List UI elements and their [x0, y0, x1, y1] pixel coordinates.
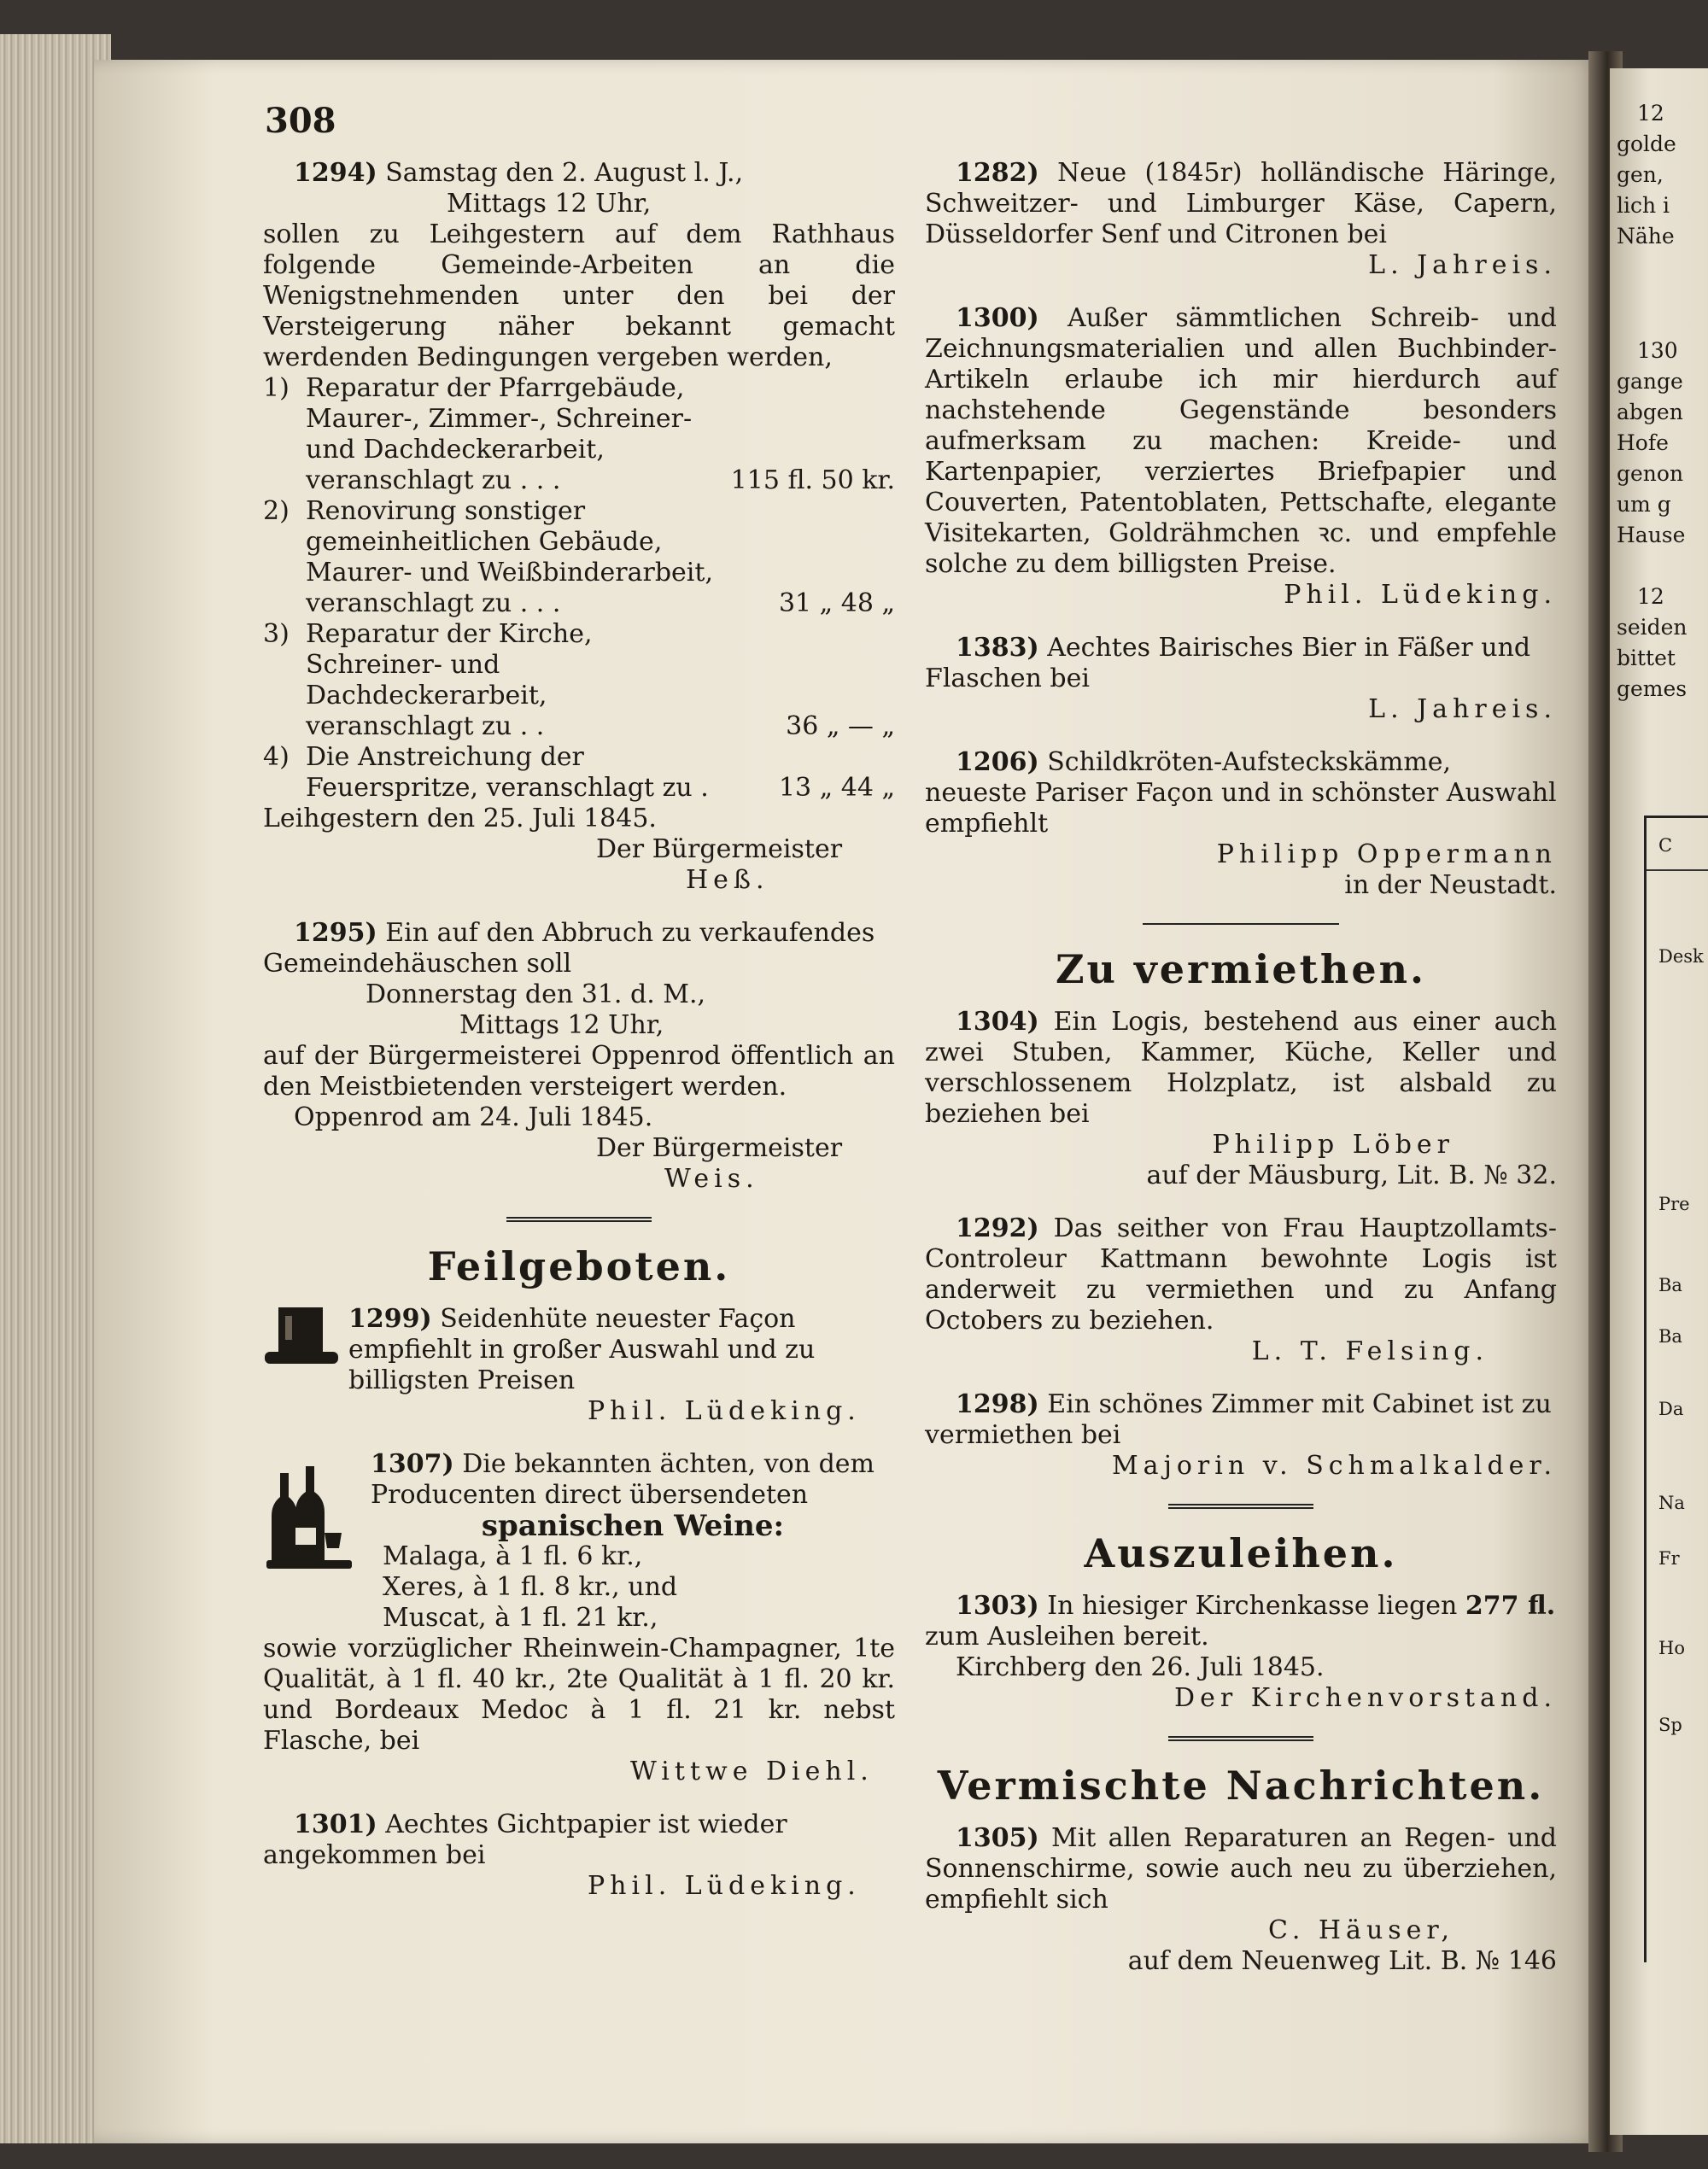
signature-name: L. T. Felsing.	[1251, 1336, 1489, 1366]
notice-number: 1301)	[294, 1809, 377, 1839]
item-amount: 31 „ 48 „	[778, 588, 895, 618]
signature-name: Der Kirchenvorstand.	[1174, 1683, 1557, 1713]
fragment-text: um g	[1617, 492, 1671, 517]
list-item: Malaga, à 1 fl. 6 kr.,	[383, 1541, 643, 1571]
signature-name: Phil. Lüdeking.	[588, 1871, 861, 1901]
notice-number: 1294)	[294, 158, 377, 188]
notice-text: sowie vorzüglicher Rheinwein-Champagner, 1te Qualität, à 1 fl. 40 kr., 2te Qualität à 1 fl. 20 kr. und Bordeaux Medoc à 1 fl. 21 kr. nebst Flasche, bei	[263, 1634, 895, 1756]
item-text: Reparatur der Kirche, Schreiner- und Dachdeckerarbeit, veranschlagt zu . .	[306, 619, 593, 741]
notice-body: sollen zu Leihgestern auf dem Rathhaus folgende Gemeinde-Arbeiten an die Wenigstnehmenden unter den bei der Versteigerung näher bekannt gemacht werdenden Bedingungen vergeben werden,	[263, 219, 895, 372]
fragment-text: Ho	[1658, 1638, 1685, 1658]
item-amount: 36 „ — „	[786, 711, 895, 741]
place-date: Leihgestern den 25. Juli 1845.	[263, 804, 657, 833]
fragment-text: seiden	[1617, 615, 1688, 640]
notice-number: 1282)	[956, 158, 1039, 188]
fragment-text: 12	[1637, 101, 1664, 126]
auction-date: Samstag den 2. August l. J.,	[385, 158, 744, 188]
item-number: 1)	[263, 373, 290, 403]
notice-1300	[925, 303, 1557, 611]
notice-text: Außer sämmtlichen Schreib- und Zeichnungsmaterialien und allen Buchbinder-Artikeln erlaube ich mir hierdurch auf nachstehende Gegenstände besonders aufmerksam zu machen: Kreide- und Kartenpapier, verziertes Briefpapier und Couverten, Patentoblaten, Pettschafte, elegante Visitekarten, Goldrähmchen ꝛc. und empfehle solche zu dem billigsten Preise.	[925, 303, 1557, 579]
notice-text: Neue (1845r) holländische Häringe, Schweitzer- und Limburger Käse, Capern, Düsseldorfer Senf und Citronen bei	[925, 158, 1557, 249]
auction-time: Mittags 12 Uhr,	[447, 189, 652, 219]
notice-1301	[263, 1809, 895, 1902]
notice-text: Seidenhüte neuester Façon empfiehlt in großer Auswahl und zu billigsten Preisen	[348, 1304, 816, 1395]
fragment-text: Pre	[1658, 1194, 1690, 1214]
section-heading-auszuleihen: Auszuleihen.	[1084, 1530, 1398, 1576]
notice-number: 1383)	[956, 633, 1039, 663]
notice-number: 1298)	[956, 1389, 1039, 1419]
signature-title: Der Bürgermeister	[596, 834, 843, 864]
section-divider	[1168, 1736, 1313, 1741]
signature-name: L. Jahreis.	[1368, 250, 1557, 280]
top-hat-icon	[263, 1304, 340, 1371]
notice-text: In hiesiger Kirchenkasse liegen	[1047, 1591, 1458, 1621]
list-item	[263, 373, 895, 496]
fragment-text: Ba	[1658, 1326, 1682, 1347]
notice-1307	[263, 1449, 895, 1787]
notice-number: 1295)	[294, 918, 377, 948]
right-column	[925, 158, 1557, 1999]
fragment-text: Na	[1658, 1493, 1685, 1513]
section-divider	[1168, 1504, 1313, 1509]
notice-number: 1303)	[956, 1591, 1039, 1621]
section-heading-feilgeboten: Feilgeboten.	[427, 1243, 731, 1289]
list-item: Muscat, à 1 fl. 21 kr.,	[383, 1603, 658, 1633]
fragment-text: abgen	[1617, 400, 1683, 424]
item-text: Reparatur der Pfarrgebäude, Maurer-, Zimmer-, Schreiner- und Dachdeckerarbeit, veranschlagt zu . . .	[306, 373, 693, 495]
wine-bottles-icon	[263, 1449, 357, 1577]
place-date: Oppenrod am 24. Juli 1845.	[294, 1102, 653, 1132]
notice-number: 1304)	[956, 1007, 1039, 1037]
item-amount: 115 fl. 50 kr.	[730, 465, 895, 495]
notice-text: Ein auf den Abbruch zu verkaufendes Gemeindehäuschen soll	[263, 918, 875, 979]
notice-1282	[925, 158, 1557, 281]
place-date: Kirchberg den 26. Juli 1845.	[956, 1652, 1325, 1682]
fragment-text: Ba	[1658, 1275, 1682, 1295]
section-heading-vermischte: Vermischte Nachrichten.	[937, 1763, 1545, 1809]
notice-number: 1292)	[956, 1213, 1039, 1243]
notice-number: 1305)	[956, 1823, 1039, 1853]
fragment-text: gen,	[1617, 162, 1664, 187]
auction-time: Mittags 12 Uhr,	[459, 1010, 664, 1040]
signature-name: Heß.	[686, 865, 769, 895]
fragment-text: C	[1658, 835, 1673, 856]
notice-text: Aechtes Bairisches Bier in Fäßer und Flaschen bei	[925, 633, 1531, 693]
list-item	[263, 496, 895, 619]
fragment-text: lich i	[1617, 193, 1670, 218]
item-text: Renovirung sonstiger gemeinheitlichen Gebäude, Maurer- und Weißbinderarbeit, veranschlagt zu . . .	[306, 496, 713, 618]
section-divider	[1143, 923, 1339, 925]
fragment-text: 130	[1637, 338, 1678, 363]
fragment-text: Hofe	[1617, 430, 1669, 455]
notice-text: Schildkröten-Aufsteckskämme, neueste Pariser Façon und in schönster Auswahl empfiehlt	[925, 747, 1557, 839]
notice-1298	[925, 1389, 1557, 1482]
notice-1294	[263, 158, 895, 896]
wine-price-list	[263, 1541, 895, 1634]
notice-number: 1307)	[371, 1449, 454, 1479]
notice-number: 1299)	[348, 1304, 432, 1334]
notice-1292	[925, 1213, 1557, 1367]
notice-1305	[925, 1823, 1557, 1977]
signature-name: L. Jahreis.	[1368, 694, 1557, 724]
fragment-text: genon	[1617, 461, 1684, 486]
notice-text: Ein Logis, bestehend aus einer auch zwei Stuben, Kammer, Küche, Keller und verschlossenem Holzplatz, ist alsbald zu beziehen bei	[925, 1007, 1557, 1129]
signature-name: Philipp Oppermann	[1216, 839, 1557, 869]
auction-date: Donnerstag den 31. d. M.,	[366, 979, 706, 1009]
fragment-text: gange	[1617, 369, 1683, 394]
table-rule	[1647, 869, 1708, 871]
notice-1304	[925, 1007, 1557, 1191]
item-number: 2)	[263, 496, 290, 526]
item-number: 3)	[263, 619, 290, 649]
signature-name: Majorin v. Schmalkalder.	[1111, 1451, 1557, 1481]
notice-number: 1300)	[956, 303, 1039, 333]
work-items-list	[263, 373, 895, 804]
list-item	[263, 619, 895, 742]
loan-amount: 277 fl.	[1465, 1591, 1556, 1621]
list-item: Xeres, à 1 fl. 8 kr., und	[383, 1572, 678, 1602]
signature-address: auf dem Neuenweg Lit. B. № 146	[1127, 1946, 1557, 1976]
fragment-text: Desk	[1658, 946, 1704, 967]
fragment-text: 12	[1637, 584, 1664, 609]
notice-1299	[263, 1304, 895, 1427]
next-page-fragment	[1610, 68, 1708, 2135]
item-amount: 13 „ 44 „	[778, 773, 895, 803]
fragment-text: Hause	[1617, 523, 1686, 547]
signature-name: Phil. Lüdeking.	[1284, 580, 1557, 610]
fragment-text: gemes	[1617, 676, 1688, 701]
notice-text: auf der Bürgermeisterei Oppenrod öffentlich an den Meistbietenden versteigert werden.	[263, 1041, 895, 1102]
signature-name: Philipp Löber	[1212, 1130, 1454, 1160]
section-divider	[506, 1217, 652, 1222]
next-page-table-box	[1644, 816, 1708, 1962]
list-item	[263, 742, 895, 804]
fragment-text: Sp	[1658, 1715, 1682, 1735]
notice-text: Aechtes Gichtpapier ist wieder angekommen bei	[263, 1809, 787, 1870]
item-text: Die Anstreichung der Feuerspritze, veranschlagt zu .	[306, 742, 709, 803]
signature-name: Weis.	[664, 1164, 759, 1194]
notice-text: zum Ausleihen bereit.	[925, 1622, 1209, 1652]
wine-heading: spanischen Weine:	[481, 1509, 785, 1543]
notice-1295	[263, 918, 895, 1195]
fragment-text: Da	[1658, 1399, 1684, 1419]
fragment-text: bittet	[1617, 646, 1676, 670]
left-column	[263, 158, 895, 1924]
notice-1206	[925, 747, 1557, 901]
signature-name: Phil. Lüdeking.	[588, 1396, 861, 1426]
notice-text: Ein schönes Zimmer mit Cabinet ist zu vermiethen bei	[925, 1389, 1552, 1450]
fragment-text: golde	[1617, 132, 1676, 156]
signature-name: C. Häuser,	[1267, 1915, 1454, 1945]
signature-name: Wittwe Diehl.	[630, 1757, 874, 1786]
item-number: 4)	[263, 742, 290, 772]
signature-address: auf der Mäusburg, Lit. B. № 32.	[1146, 1161, 1557, 1190]
page-number: 308	[265, 101, 336, 141]
signature-address: in der Neustadt.	[1344, 870, 1557, 900]
fragment-text: Nähe	[1617, 224, 1675, 248]
notice-1383	[925, 633, 1557, 725]
notice-1303	[925, 1591, 1557, 1714]
section-heading-vermiethen: Zu vermiethen.	[1055, 946, 1427, 992]
fragment-text: Fr	[1658, 1548, 1680, 1569]
notice-text: Die bekannten ächten, von dem Producenten direct übersendeten	[371, 1449, 875, 1510]
notice-number: 1206)	[956, 747, 1039, 777]
signature-title: Der Bürgermeister	[596, 1133, 843, 1163]
notice-text: Mit allen Reparaturen an Regen- und Sonnenschirme, sowie auch neu zu überziehen, empfiehlt sich	[925, 1823, 1557, 1915]
notice-text: Das seither von Frau Hauptzollamts-Controleur Kattmann bewohnte Logis ist anderweit zu vermiethen und zu Anfang Octobers zu beziehen.	[925, 1213, 1557, 1336]
